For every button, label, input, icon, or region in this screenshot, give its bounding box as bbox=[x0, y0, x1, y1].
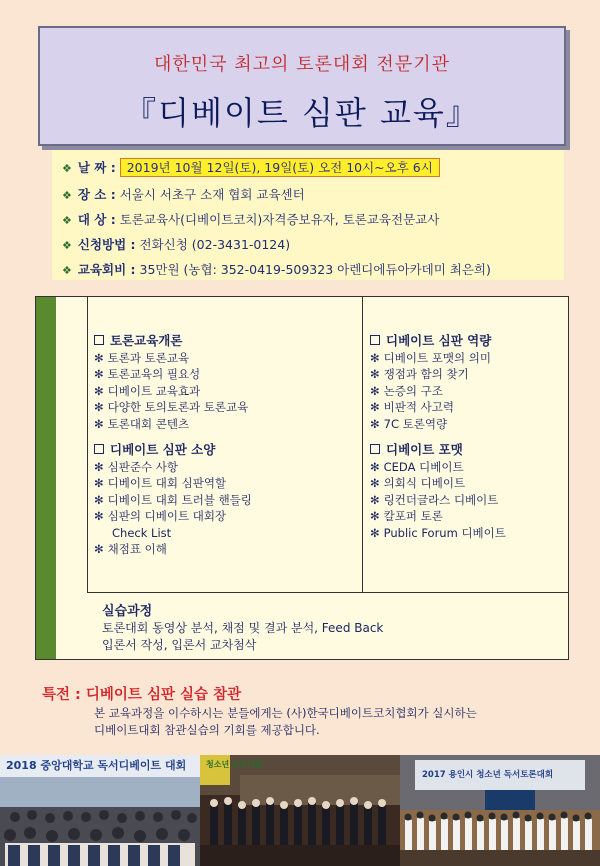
list-item: ✻ Public Forum 디베이트 bbox=[370, 525, 506, 540]
photo-strip bbox=[0, 755, 600, 866]
column-divider bbox=[362, 297, 363, 592]
list-item: ✻ 논증의 구조 bbox=[370, 383, 443, 398]
info-date-value: 2019년 10월 12일(토), 19일(토) 오전 10시~오후 6시 bbox=[120, 158, 440, 177]
list-item: ✻ 디베이트 교육효과 bbox=[94, 383, 201, 398]
special-line: 본 교육과정을 이수하시는 분들에게는 (사)한국디베이트코치협회가 실시하는 bbox=[94, 706, 477, 720]
info-date-label: 날 짜 : bbox=[77, 160, 116, 175]
list-item: ✻ 칼포퍼 토론 bbox=[370, 509, 443, 523]
list-item: ✻ 비판적 사고력 bbox=[370, 400, 454, 414]
checkbox-square-icon bbox=[370, 335, 380, 345]
special-line: 디베이트대회 참관실습의 기회를 제공합니다. bbox=[94, 723, 320, 737]
list-item: ✻ 디베이트 대회 트러블 핸들링 bbox=[94, 492, 252, 507]
title-main: 『디베이트 심판 교육』 bbox=[124, 94, 480, 132]
photo-3-banner: 2017 용인시 청소년 독서토론대회 bbox=[422, 770, 554, 780]
section-heading: 디베이트 심판 소양 bbox=[94, 442, 252, 459]
event-photo-1 bbox=[0, 755, 200, 866]
special-title: 특전 : 디베이트 심판 실습 참관 bbox=[42, 687, 242, 703]
list-item: ✻ 토론교육의 필요성 bbox=[94, 367, 201, 381]
list-item: ✻ 토론대회 콘텐츠 bbox=[94, 416, 190, 431]
curriculum-box bbox=[35, 296, 569, 660]
list-item: ✻ 쟁점과 함의 찾기 bbox=[370, 367, 469, 381]
info-place-value: 서울시 서초구 소재 협회 교육센터 bbox=[119, 187, 305, 202]
checkbox-square-icon bbox=[370, 444, 380, 454]
practice-line: 입론서 작성, 입론서 교차첨삭 bbox=[102, 638, 257, 652]
title-box bbox=[38, 26, 566, 146]
info-place-label: 장 소 : bbox=[77, 187, 116, 202]
diamond-bullet-icon: ❖ bbox=[62, 162, 72, 175]
info-box bbox=[52, 150, 564, 280]
list-item: ✻ 링컨더글라스 디베이트 bbox=[370, 492, 499, 507]
section-heading: 디베이트 포맷 bbox=[370, 442, 506, 459]
curriculum-right-column bbox=[370, 333, 506, 541]
list-item: ✻ 심판준수 사항 bbox=[94, 459, 178, 474]
info-apply-row bbox=[62, 235, 290, 253]
practice-line: 토론대회 동영상 분석, 채점 및 결과 분석, Feed Back bbox=[102, 621, 384, 635]
info-place-row bbox=[62, 185, 305, 203]
diamond-bullet-icon: ❖ bbox=[62, 239, 72, 252]
info-apply-label: 신청방법 : bbox=[77, 237, 136, 252]
photo-2-banner: 청소년 토론대회 bbox=[206, 760, 263, 769]
info-fee-value: 35만원 (농협: 352-0419-509323 아렌디에듀아카데미 최은희) bbox=[139, 262, 491, 277]
list-item: ✻ CEDA 디베이트 bbox=[370, 459, 464, 474]
curriculum-left-column bbox=[94, 333, 252, 558]
section-heading: 토론교육개론 bbox=[94, 333, 252, 350]
practice-heading: 실습과정 bbox=[102, 604, 153, 619]
practice-section bbox=[102, 603, 383, 654]
diamond-bullet-icon: ❖ bbox=[62, 264, 72, 277]
info-apply-value: 전화신청 (02-3431-0124) bbox=[139, 237, 291, 252]
list-item: ✻ 디베이트 포맷의 의미 bbox=[370, 350, 491, 365]
checkbox-square-icon bbox=[94, 335, 104, 345]
list-item: ✻ 토론과 토론교육 bbox=[94, 350, 190, 365]
event-photo-2 bbox=[200, 755, 400, 866]
list-item-continuation: Check List bbox=[112, 525, 172, 540]
info-target-row bbox=[62, 210, 439, 228]
list-item: ✻ 7C 토론역량 bbox=[370, 416, 448, 431]
diamond-bullet-icon: ❖ bbox=[62, 189, 72, 202]
green-accent-bar bbox=[36, 297, 56, 659]
info-fee-row bbox=[62, 260, 491, 278]
section-heading: 디베이트 심판 역량 bbox=[370, 333, 506, 350]
info-target-label: 대 상 : bbox=[77, 212, 116, 227]
title-subtitle: 대한민국 최고의 토론대회 전문기관 bbox=[154, 54, 450, 75]
list-item: ✻ 채점표 이해 bbox=[94, 542, 167, 556]
checkbox-square-icon bbox=[94, 444, 104, 454]
info-fee-label: 교육회비 : bbox=[77, 262, 136, 277]
photo-1-banner: 2018 중앙대학교 독서디베이트 대회 bbox=[6, 759, 187, 772]
list-item: ✻ 심판의 디베이트 대회장 bbox=[94, 509, 227, 523]
diamond-bullet-icon: ❖ bbox=[62, 214, 72, 227]
info-target-value: 토론교육사(디베이트코치)자격증보유자, 토론교육전문교사 bbox=[119, 212, 440, 227]
special-body bbox=[94, 705, 477, 739]
info-date-row bbox=[62, 158, 440, 176]
list-item: ✻ 다양한 토의토론과 토론교육 bbox=[94, 400, 249, 414]
list-item: ✻ 의회식 디베이트 bbox=[370, 476, 466, 490]
list-item: ✻ 디베이트 대회 심판역할 bbox=[94, 476, 227, 490]
event-photo-3 bbox=[400, 755, 600, 866]
